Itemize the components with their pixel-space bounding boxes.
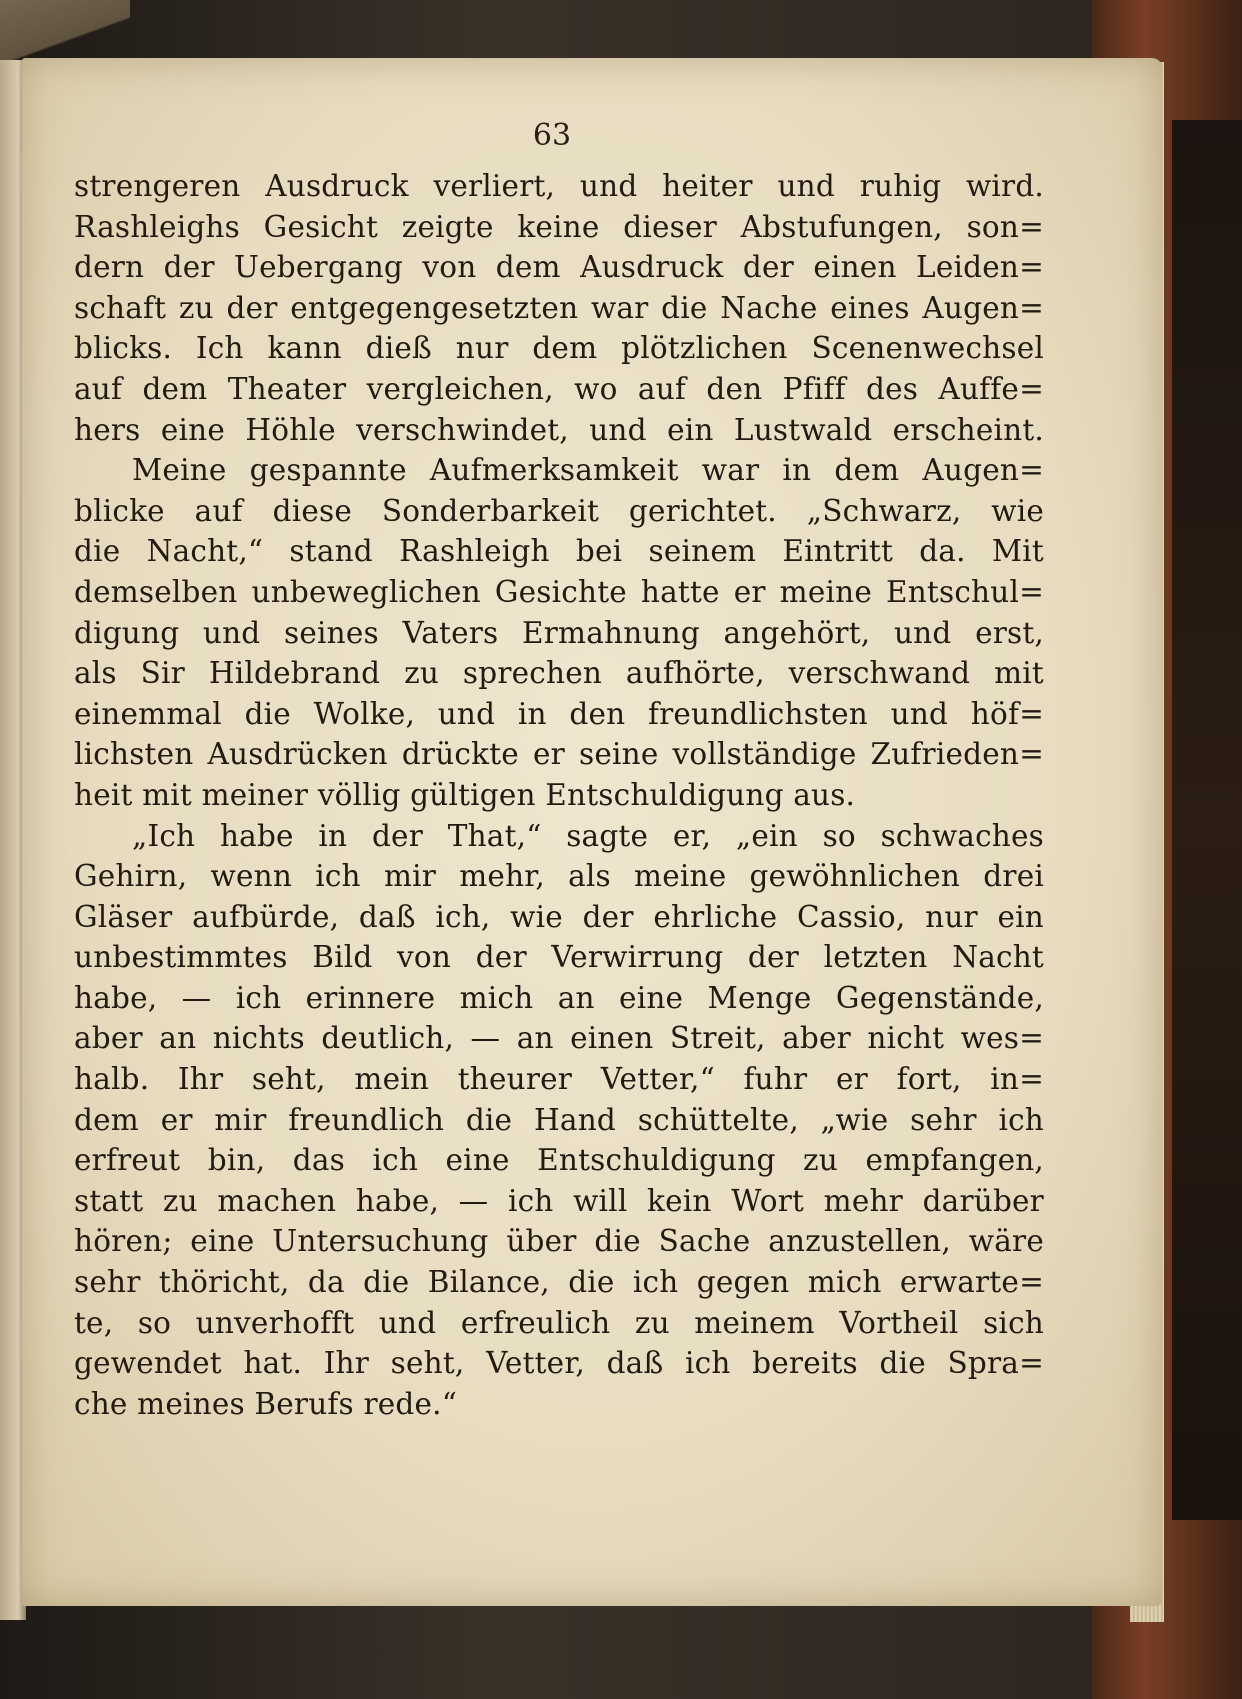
text-line: dem er mir freundlich die Hand schüttelte, „wie sehr ich xyxy=(74,1102,1044,1137)
text-line: als Sir Hildebrand zu sprechen aufhörte, verschwand mit xyxy=(74,656,1044,691)
text-line: blicks. Ich kann dieß nur dem plötzlichen Scenenwechsel xyxy=(74,331,1044,366)
text-line: Rashleighs Gesicht zeigte keine dieser Abstufungen, son= xyxy=(74,209,1044,244)
text-line: te, so unverhofft und erfreulich zu meinem Vortheil sich xyxy=(74,1305,1044,1340)
text-line: gewendet hat. Ihr seht, Vetter, daß ich bereits die Spra= xyxy=(74,1346,1044,1381)
text-line: einemmal die Wolke, und in den freundlichsten und höf= xyxy=(74,696,1044,731)
text-line: che meines Berufs rede.“ xyxy=(74,1386,458,1421)
text-line: halb. Ihr seht, mein theurer Vetter,“ fuhr er fort, in= xyxy=(74,1062,1044,1097)
text-line: heit mit meiner völlig gültigen Entschuldigung aus. xyxy=(74,777,856,812)
text-line: dern der Uebergang von dem Ausdruck der einen Leiden= xyxy=(74,250,1044,285)
text-line: aber an nichts deutlich, — an einen Streit, aber nicht wes= xyxy=(74,1021,1044,1056)
text-line: schaft zu der entgegengesetzten war die Nache eines Augen= xyxy=(74,290,1044,325)
text-line: demselben unbeweglichen Gesichte hatte er meine Entschul= xyxy=(74,574,1044,609)
text-line: „Ich habe in der That,“ sagte er, „ein so schwaches xyxy=(132,818,1044,853)
cover-shadow xyxy=(1172,120,1242,1520)
text-line: die Nacht,“ stand Rashleigh bei seinem Eintritt da. Mit xyxy=(74,534,1044,569)
page-number: 63 xyxy=(532,118,572,153)
text-line: lichsten Ausdrücken drückte er seine vollständige Zufrieden= xyxy=(74,737,1044,772)
text-line: digung und seines Vaters Ermahnung angehört, und erst, xyxy=(74,615,1044,650)
text-line: hören; eine Untersuchung über die Sache anzustellen, wäre xyxy=(74,1224,1044,1259)
text-line: strengeren Ausdruck verliert, und heiter und ruhig wird. xyxy=(74,169,1044,203)
text-line: statt zu machen habe, — ich will kein Wort mehr darüber xyxy=(74,1183,1044,1218)
page-text-body xyxy=(74,166,1044,1424)
text-line: Gläser aufbürde, daß ich, wie der ehrliche Cassio, nur ein xyxy=(74,899,1044,934)
text-line: Meine gespannte Aufmerksamkeit war in dem Augen= xyxy=(132,453,1044,488)
text-line: habe, — ich erinnere mich an eine Menge Gegenstände, xyxy=(74,980,1044,1015)
text-line: blicke auf diese Sonderbarkeit gerichtet. „Schwarz, wie xyxy=(74,493,1044,528)
text-line: Gehirn, wenn ich mir mehr, als meine gewöhnlichen drei xyxy=(74,859,1044,894)
text-line: erfreut bin, das ich eine Entschuldigung zu empfangen, xyxy=(74,1143,1044,1178)
text-line: hers eine Höhle verschwindet, und ein Lustwald erscheint. xyxy=(74,412,1044,447)
text-line: unbestimmtes Bild von der Verwirrung der letzten Nacht xyxy=(74,940,1044,975)
text-line: auf dem Theater vergleichen, wo auf den Pfiff des Auffe= xyxy=(74,371,1044,406)
text-line: sehr thöricht, da die Bilance, die ich gegen mich erwarte= xyxy=(74,1265,1044,1300)
book-page xyxy=(22,58,1162,1606)
